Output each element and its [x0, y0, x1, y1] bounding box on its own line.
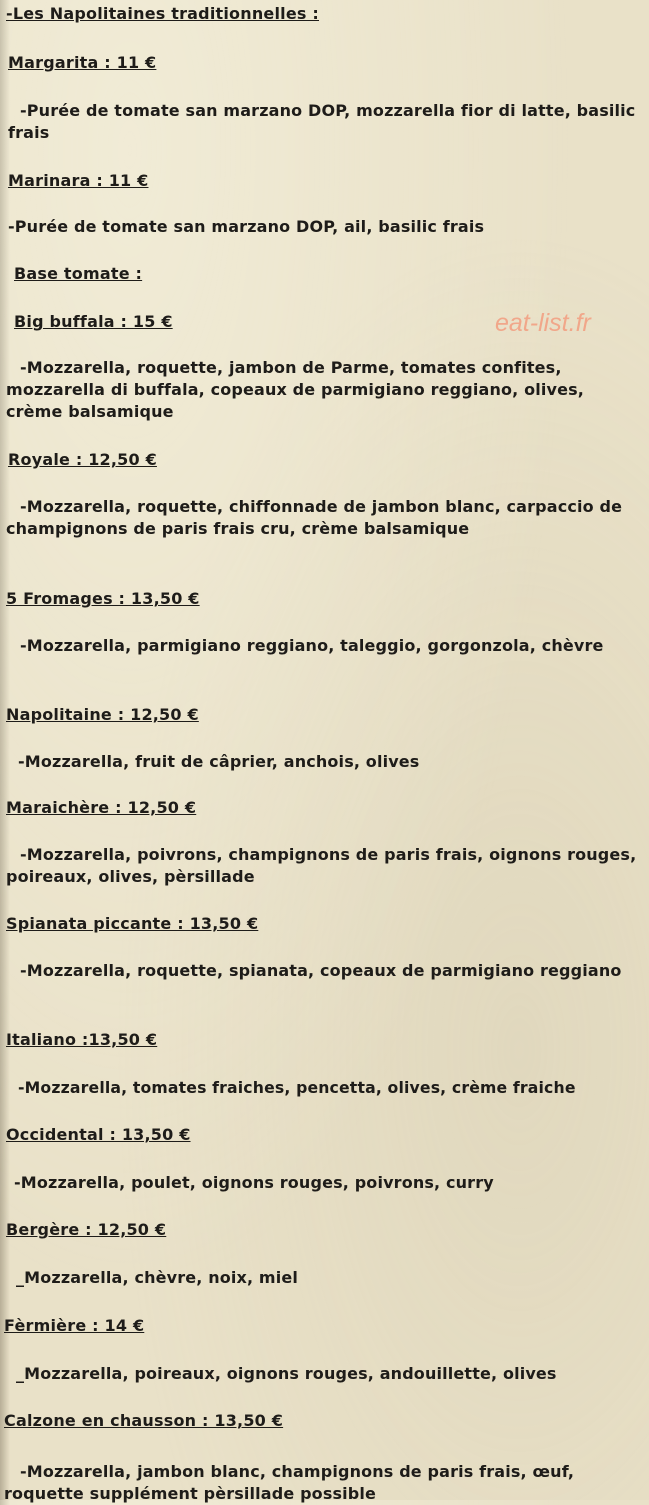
item-title-big-buffala: Big buffala : 15 €	[14, 312, 173, 331]
item-desc-spianata-piccante: -Mozzarella, roquette, spianata, copeaux de parmigiano reggiano	[20, 961, 622, 980]
watermark: eat-list.fr	[495, 309, 591, 337]
item-desc-margarita: -Purée de tomate san marzano DOP, mozzarella fior di latte, basilic frais	[8, 101, 636, 142]
item-title-royale: Royale : 12,50 €	[8, 450, 157, 469]
section-base-tomate: Base tomate :	[14, 264, 143, 283]
item-desc-5-fromages: -Mozzarella, parmigiano reggiano, taleggio, gorgonzola, chèvre	[20, 636, 604, 655]
item-desc-fermiere: _Mozzarella, poireaux, oignons rouges, andouillette, olives	[16, 1364, 557, 1383]
item-title-marinara: Marinara : 11 €	[8, 171, 149, 190]
item-desc-royale: -Mozzarella, roquette, chiffonnade de jambon blanc, carpaccio de champignons de paris frais cru, crème balsamique	[6, 497, 623, 538]
item-title-5-fromages: 5 Fromages : 13,50 €	[6, 589, 200, 608]
item-desc-bergere: _Mozzarella, chèvre, noix, miel	[16, 1268, 299, 1287]
item-title-spianata-piccante: Spianata piccante : 13,50 €	[6, 914, 259, 933]
item-desc-napolitaine: -Mozzarella, fruit de câprier, anchois, olives	[18, 752, 420, 771]
item-title-italiano: Italiano :13,50 €	[6, 1030, 158, 1049]
item-title-fermiere: Fèrmière : 14 €	[4, 1316, 145, 1335]
item-desc-big-buffala: -Mozzarella, roquette, jambon de Parme, tomates confites, mozzarella di buffala, copeaux de parmigiano reggiano, olives, crème balsamique	[6, 358, 584, 421]
item-title-bergere: Bergère : 12,50 €	[6, 1220, 167, 1239]
item-desc-marinara: -Purée de tomate san marzano DOP, ail, basilic frais	[8, 217, 485, 236]
item-desc-italiano: -Mozzarella, tomates fraiches, pencetta, olives, crème fraiche	[18, 1078, 576, 1097]
item-title-calzone: Calzone en chausson : 13,50 €	[4, 1411, 284, 1430]
item-title-margarita: Margarita : 11 €	[8, 53, 157, 72]
item-desc-maraichere: -Mozzarella, poivrons, champignons de paris frais, oignons rouges, poireaux, olives, pèrsillade	[6, 845, 637, 886]
section-header: -Les Napolitaines traditionnelles :	[6, 4, 319, 23]
item-title-maraichere: Maraichère : 12,50 €	[6, 798, 197, 817]
item-desc-calzone: -Mozzarella, jambon blanc, champignons de paris frais, œuf, roquette supplément pèrsillade possible	[4, 1462, 575, 1503]
item-title-occidental: Occidental : 13,50 €	[6, 1125, 191, 1144]
item-title-napolitaine: Napolitaine : 12,50 €	[6, 705, 199, 724]
item-desc-occidental: -Mozzarella, poulet, oignons rouges, poivrons, curry	[14, 1173, 494, 1192]
